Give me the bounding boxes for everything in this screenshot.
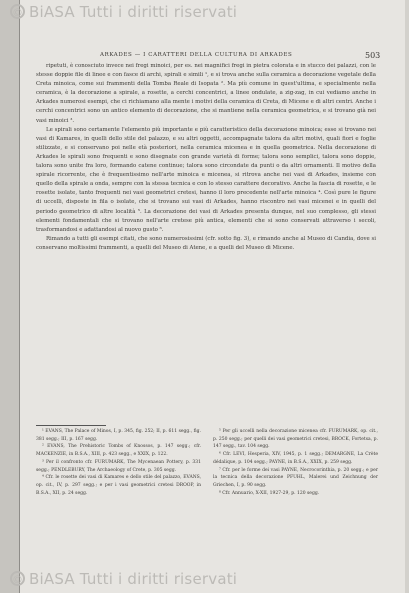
paragraph: Rimando a tutti gli esempi citati, che sono numerosissimi (cfr. sotto fig. 3), e rimando anche al Museo di Candia, dove si conservano moltissimi frammenti, a quelli del Museo di Atene, e a quelli del Museo di Micene.	[36, 235, 376, 251]
footnotes-left-column	[36, 428, 201, 497]
footnotes-right-column	[213, 428, 378, 497]
running-head: ARKADES — I CARATTERI DELLA CULTURA DI ARKADES	[100, 52, 293, 58]
footnote: ² EVANS, The Prehistoric Tombs of Knossos, p. 147 segg.; cfr. MACKENZIE, in B.S.A., XIII, p. 423 segg., e XXIX, p. 122.	[36, 444, 201, 458]
watermark-top	[10, 3, 237, 21]
paragraph: Le spirali sono certamente l'elemento più importante e più caratteristico della decorazione minoica; esse si trovano nei vasi di Kamares, in quelli dello stile del palazzo, e su altri oggetti, accompagnate talora da altri motivi, quali fiori e foglie stilizzate, e si conservano poi nelle età posteriori, nella ceramica micenea e in quella geometrica. Nella decorazione di Arkades le spirali sono frequenti e sono disegnate con grande varietà di forme; talora sono semplici, talora sono doppie, talora sono unite fra loro, formando catene continue; talora sono circondate da punti o da altri ornamenti. Il motivo della spirale ricorrente, che è frequentissimo nell'arte minoica e micenea, si ritrova anche nei vasi di Arkades, insieme con quello della spirale a onda, sempre con la stessa tecnica e con lo stesso carattere decorativo. Anche la fascia di rosette, e le rosette isolate, tanto frequenti nei vasi geometrici cretesi, hanno il loro precedente nell'arte minoica ⁴. Così pure le figure di uccelli, disposte in fila o isolate, che si trovano sui vasi di Arkades, hanno riscontro nei vasi micenei e in quelli del periodo geometrico di altre località ⁵. La decorazione dei vasi di Arkades presenta dunque, nel suo complesso, gli stessi elementi fondamentali che si trovano nell'arte cretese più antica, elementi che si sono conservati attraverso i secoli, trasformandosi e adattandosi al nuovo gusto ⁶.	[36, 126, 376, 233]
footnote-rule	[36, 425, 106, 426]
footnote: ⁷ Cfr. per le forme dei vasi PAYNE, Necrocorinthia, p. 20 segg.; e per la tecnica della decorazione PFUHL, Malerei und Zeichnung der Griechen, I, p. 90 segg.	[213, 467, 378, 488]
paragraph: ripetuti, è conosciuto invece nei fregi minoici, per es. nei magnifici fregi in pietra colorata e in stucco dei palazzi, con le stesse doppie file di linee e con fasce di archi, spirali e simili ¹, e si trova anche sulla ceramica a decorazione vegetale della Creta minoica, come sui frammenti della Tomba Reale di Isopata ². Ma più comune in quest'ultima, e specialmente nella ceramica, è la decorazione a spirale, a rosette, a cerchi concentrici, a linee ondulate, a zig-zag, in cui vediamo anche in Arkades numerosi esempi, che ci richiamano alla mente i motivi della ceramica di Creta, di Micene e di altri centri. Anche i cerchi concentrici sono un antico elemento di decorazione, che si mantiene nella ceramica geometrica, e si trovano già nei vasi minoici ³.	[36, 63, 376, 124]
footnote: ³ Per il confronto cfr. FURUMARK, The Mycenaean Pottery, p. 331 segg.; PENDLEBURY, The Archaeology of Crete, p. 305 segg.	[36, 459, 201, 473]
footnote: ⁴ Cfr. le rosette dei vasi di Kamares e dello stile del palazzo, EVANS, op. cit., IV, p. 297 segg.; e per i vasi geometrici cretesi DROOP, in B.S.A., XII, p. 24 segg.	[36, 475, 201, 496]
footnote: ⁶ Cfr. LEVI, Hesperia, XIV, 1945, p. 1 segg.; DEMARGNE, La Crète dédalique, p. 104 segg.; PAYNE, in B.S.A., XXIX, p. 259 segg.	[213, 452, 378, 465]
page-number: 503	[365, 51, 381, 60]
watermark-text: BiASA Tutti i diritti riservati	[29, 570, 238, 588]
copyright-icon: ©	[12, 6, 24, 19]
footnote: ¹ EVANS, The Palace of Minos, I, p. 345, fig. 252; II, p. 611 segg., fig. 381 segg.; III, p. 167 segg.	[36, 429, 201, 442]
footnote: ⁵ Per gli uccelli nella decorazione micenea cfr. FURUMARK, op. cit., p. 250 segg.; per quelli dei vasi geometrici cretesi, BROCK, Fortetsa, p. 147 segg., tav. 104 segg.	[213, 429, 378, 450]
book-spine-shadow	[0, 0, 20, 593]
watermark-text: BiASA Tutti i diritti riservati	[29, 3, 238, 21]
footnotes	[36, 428, 378, 497]
watermark-bottom	[10, 570, 237, 588]
copyright-icon: ©	[12, 573, 24, 586]
body-text	[36, 62, 376, 253]
footnote: ⁸ Cfr. Annuario, X-XII, 1927-29, p. 120 segg.	[219, 490, 320, 496]
